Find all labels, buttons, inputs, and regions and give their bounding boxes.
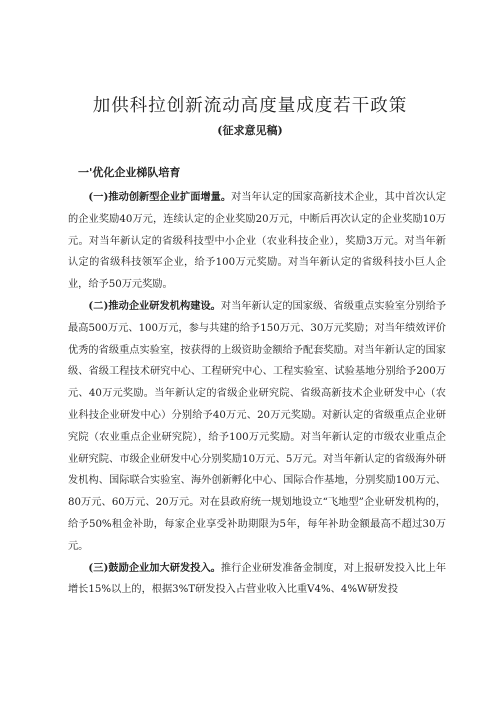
paragraph-2-lead: (二)推动企业研发机构建设。 [88, 299, 221, 312]
paragraph-3 [68, 558, 446, 602]
document-body [68, 187, 446, 601]
paragraph-1-text: 对当年认定的国家高新技术企业，其中首次认定的企业奖励40万元，连续认定的企业奖励20万元，中断后再次认定的企业奖励10万元。对当年新认定的省级科技型中小企业（农业科技企业），奖励3万元。对当年新认定的省级科技领军企业，给予100万元奖励。对当年新认定的省级科技小巨人企业，给予50万元奖励。 [68, 192, 447, 291]
paragraph-2-text: 对当年新认定的国家级、省级重点实验室分别给予最高500万元、100万元，参与共建的给予150万元、30万元奖励；对当年绩效评价优秀的省级重点实验室，按获得的上级资助金额给予配套奖励。对当年新认定的国家级、省级工程技术研究中心、工程研究中心、工程实验室、试验基地分别给予200万元、40万元奖励。当年新认定的省级企业研究院、省级高新技术企业研发中心（农业科技企业研发中心）分别给予40万元、20万元奖励。对新认定的省级重点企业研究院（农业重点企业研究院），给予100万元奖励。对当年新认定的市级农业重点企业研究院、市级企业研发中心分别奖励10万元、5万元。对当年新认定的省级海外研发机构、国际联合实验室、海外创新孵化中心、国际合作基地，分别奖励100万元、80万元、60万元、20万元。对在县政府统一规划地设立“飞地型”企业研发机构的，给予50%租金补助，每家企业享受补助期限为5年，每年补助金额最高不超过30万元。 [68, 300, 447, 552]
section-heading: 一'优化企业梯队培育 [78, 166, 181, 179]
paragraph-1-lead: (一)推动创新型企业扩面增量。 [88, 191, 232, 203]
paragraph-2 [68, 296, 446, 558]
paragraph-1 [68, 187, 446, 296]
paragraph-3-lead: (三)鼓励企业加大研发投入。 [88, 561, 221, 574]
document-subtitle: (征求意见稿) [217, 124, 283, 137]
document-title: 加供科拉创新流动高度量成度若干政策 [92, 96, 408, 116]
paragraph-3-text: 推行企业研发准备金制度，对上报研发投入比上年增长15%以上的，根据3%T研发投入占营业收入比重V4%、4%W研发投 [68, 562, 447, 596]
